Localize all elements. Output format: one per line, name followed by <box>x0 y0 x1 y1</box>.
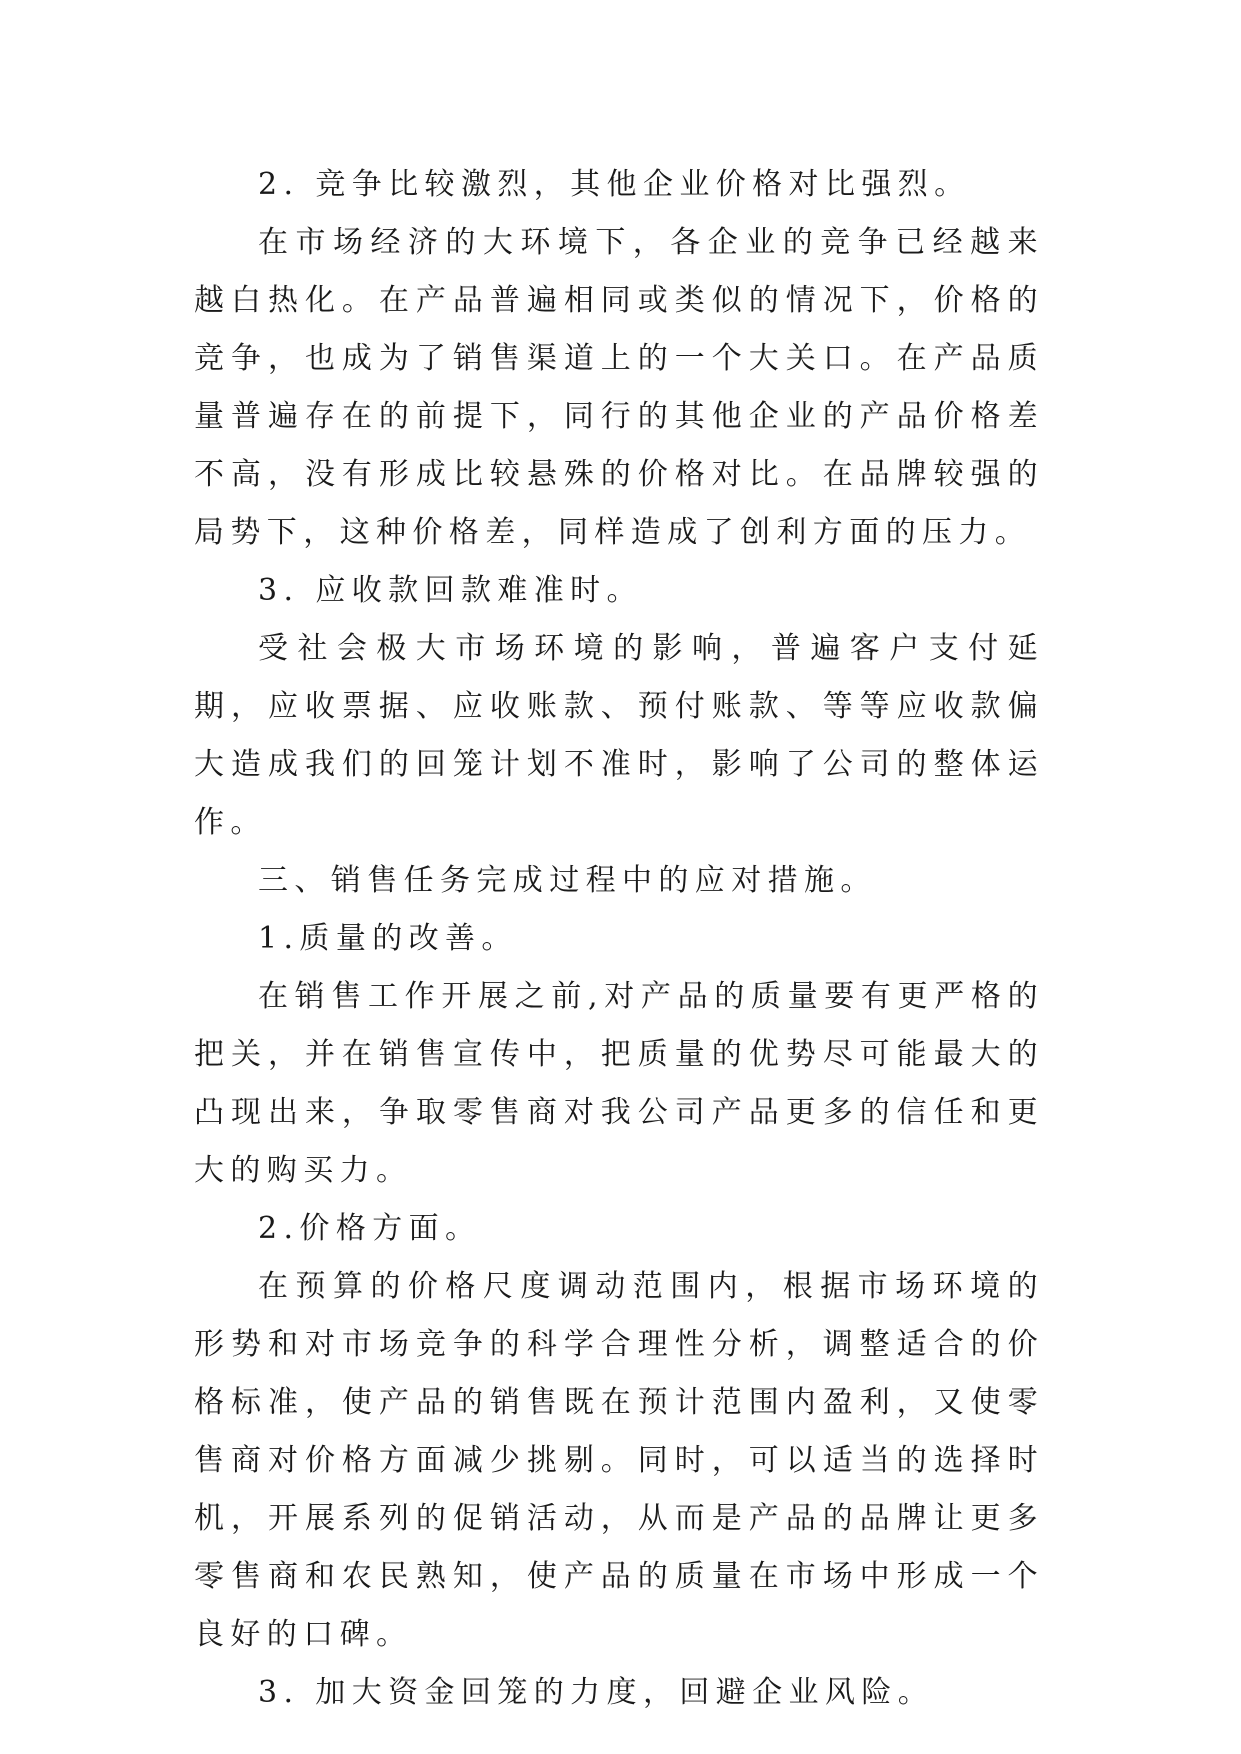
paragraph-price: 在预算的价格尺度调动范围内，根据市场环境的形势和对市场竞争的科学合理性分析，调整适合的价格标准，使产品的销售既在预计范围内盈利，又使零售商对价格方面减少挑剔。同时，可以适当的选择时机，开展系列的促销活动，从而是产品的品牌让更多零售商和农民熟知，使产品的质量在市场中形成一个良好的口碑。 <box>194 1269 1044 1652</box>
paragraph-receivables: 受社会极大市场环境的影响，普遍客户支付延期，应收票据、应收账款、预付账款、等等应收款偏大造成我们的回笼计划不准时，影响了公司的整体运作。 <box>194 631 1044 840</box>
paragraph-quality: 在销售工作开展之前,对产品的质量要有更严格的把关，并在销售宣传中，把质量的优势尽可能最大的凸现出来，争取零售商对我公司产品更多的信任和更大的购买力。 <box>194 979 1044 1188</box>
heading-quality: 1.质量的改善。 <box>258 921 518 956</box>
heading-capital-recovery: 3. 加大资金回笼的力度，回避企业风险。 <box>258 1675 935 1710</box>
paragraph-competition: 在市场经济的大环境下，各企业的竞争已经越来越白热化。在产品普遍相同或类似的情况下，价格的竞争，也成为了销售渠道上的一个大关口。在产品质量普遍存在的前提下，同行的其他企业的产品价格差不高，没有形成比较悬殊的价格对比。在品牌较强的局势下，这种价格差，同样造成了创利方面的压力。 <box>194 225 1044 550</box>
section-heading-measures: 三、销售任务完成过程中的应对措施。 <box>258 863 877 898</box>
heading-receivables: 3. 应收款回款难准时。 <box>258 573 643 608</box>
document-body <box>194 156 1044 1722</box>
heading-competition: 2. 竞争比较激烈，其他企业价格对比强烈。 <box>258 167 971 202</box>
heading-price: 2.价格方面。 <box>258 1211 482 1246</box>
